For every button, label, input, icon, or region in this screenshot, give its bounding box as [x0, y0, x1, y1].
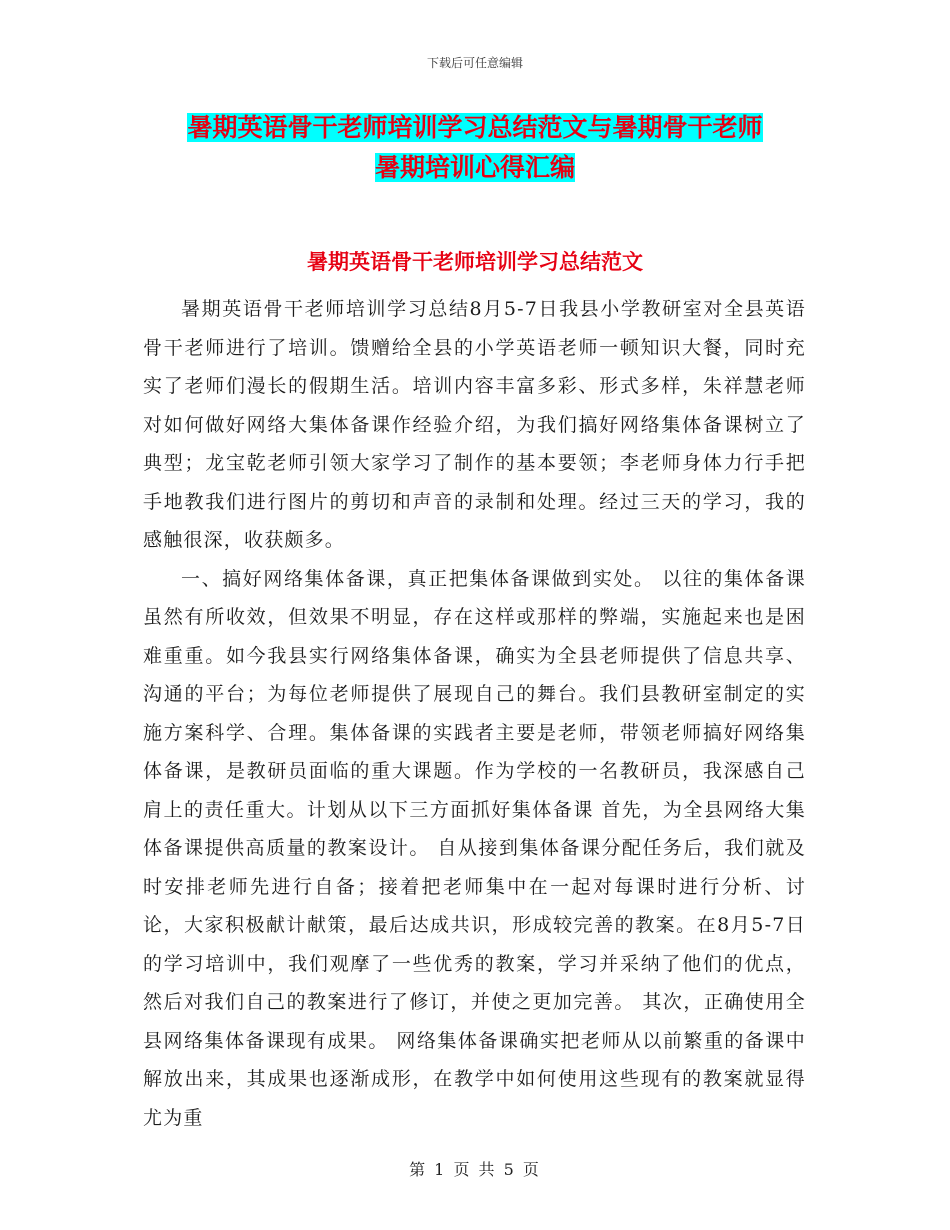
document-title-line-2: 暑期培训心得汇编	[374, 153, 575, 182]
page-header-note: 下载后可任意编辑	[426, 56, 523, 70]
document-title	[150, 108, 800, 188]
page-number: 第 1 页 共 5 页	[409, 1160, 541, 1179]
document-title-line-1: 暑期英语骨干老师培训学习总结范文与暑期骨干老师	[187, 113, 763, 142]
body-text	[143, 290, 806, 1137]
body-paragraph-1: 暑期英语骨干老师培训学习总结8月5-7日我县小学教研室对全县英语骨干老师进行了培训。馈赠给全县的小学英语老师一顿知识大餐，同时充实了老师们漫长的假期生活。培训内容丰富多彩、形式多样，朱祥慧老师对如何做好网络大集体备课作经验介绍，为我们搞好网络集体备课树立了典型；龙宝乾老师引领大家学习了制作的基本要领；李老师身体力行手把手地教我们进行图片的剪切和声音的录制和处理。经过三天的学习，我的感触很深，收获颇多。	[143, 298, 806, 551]
body-paragraph-2: 一、搞好网络集体备课，真正把集体备课做到实处。 以往的集体备课虽然有所收效，但效果不明显，存在这样或那样的弊端，实施起来也是困难重重。如今我县实行网络集体备课，确实为全县老师提供了信息共享、沟通的平台；为每位老师提供了展现自己的舞台。我们县教研室制定的实施方案科学、合理。集体备课的实践者主要是老师，带领老师搞好网络集体备课，是教研员面临的重大课题。作为学校的一名教研员，我深感自己肩上的责任重大。计划从以下三方面抓好集体备课 首先，为全县网络大集体备课提供高质量的教案设计。 自从接到集体备课分配任务后，我们就及时安排老师先进行自备；接着把老师集中在一起对每课时进行分析、讨论，大家积极献计献策，最后达成共识，形成较完善的教案。在8月5-7日的学习培训中，我们观摩了一些优秀的教案，学习并采纳了他们的优点，然后对我们自己的教案进行了修订，并使之更加完善。 其次，正确使用全县网络集体备课现有成果。 网络集体备课确实把老师从以前繁重的备课中解放出来，其成果也逐渐成形，在教学中如何使用这些现有的教案就显得尤为重	[143, 567, 806, 1129]
section-heading: 暑期英语骨干老师培训学习总结范文	[307, 250, 643, 274]
